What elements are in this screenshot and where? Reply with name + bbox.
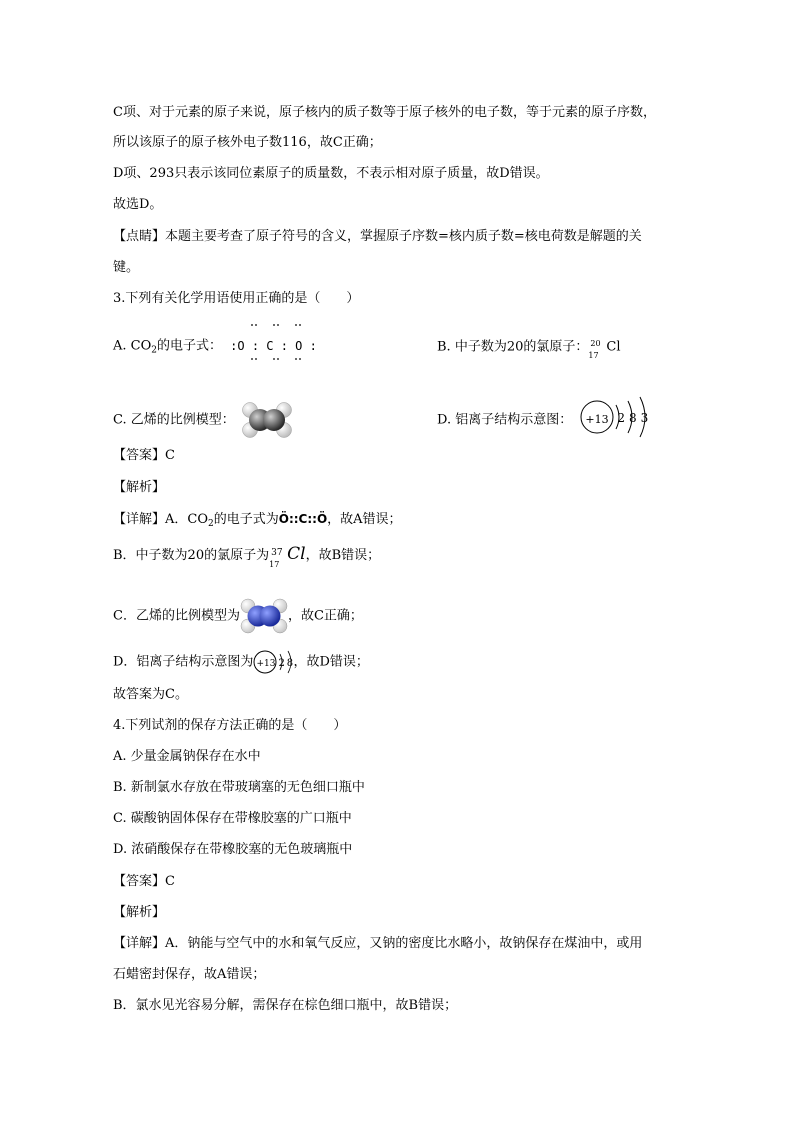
q4-detail-a-2: 石蜡密封保存，故A错误； — [113, 967, 266, 982]
q3-option-a-suffix: 的电子式： — [157, 338, 223, 354]
nucleus-charge: +13 — [256, 659, 276, 669]
dianjing-line-2: 键。 — [113, 260, 140, 275]
chlorine-37-nuclide — [269, 546, 287, 569]
mass-number: 37 — [271, 547, 283, 558]
q3-stem: 3.下列有关化学用语使用正确的是（ ） — [113, 291, 360, 306]
co2-electron-formula-text: :O : C : O : — [230, 339, 317, 353]
d-item-line: D项、293只表示该同位素原子的质量数，不表示相对原子质量，故D错误。 — [113, 166, 549, 181]
aluminum-ion-diagram-detail — [253, 650, 296, 674]
detail-b-prefix: B．中子数为20的氯原子为 — [113, 548, 270, 563]
detail-a-prefix: 【详解】A．CO — [113, 512, 208, 527]
detail-a-mid: 的电子式为 — [213, 512, 279, 527]
q3-detail-c — [113, 597, 363, 635]
atomic-number: 17 — [588, 351, 599, 360]
q3-answer: 【答案】C — [113, 448, 175, 463]
ethylene-model-blue-icon — [240, 597, 288, 635]
element-symbol: Cl — [287, 544, 306, 564]
co2-correct-formula: Ö::C::Ö — [278, 512, 328, 526]
dianjing-line-1: 【点睛】本题主要考查了原子符号的含义，掌握原子序数=核内质子数=核电荷数是解题的关 — [113, 229, 642, 244]
detail-b-suffix: ，故B错误； — [305, 548, 381, 563]
q4-option-b: B. 新制氯水存放在带玻璃塞的无色细口瓶中 — [113, 780, 365, 795]
chlorine-nuclide-symbol — [588, 337, 606, 360]
q3-option-b — [437, 337, 621, 360]
q4-jiexi: 【解析】 — [113, 905, 166, 920]
detail-a-sub: 2 — [208, 519, 214, 529]
q3-option-a-sub: 2 — [151, 345, 157, 356]
q3-option-b-text: B. 中子数为20的氯原子： — [437, 339, 589, 355]
shell-electrons: 283 — [617, 411, 653, 425]
q3-jiexi: 【解析】 — [113, 480, 166, 495]
mass-number: 20 — [590, 339, 601, 348]
q3-detail-d — [113, 650, 369, 674]
shell-electrons: 28 — [278, 658, 296, 669]
c-item-line-2: 所以该原子的原子核外电子数116，故C正确； — [113, 135, 382, 150]
q3-option-c-text: C. 乙烯的比例模型： — [113, 412, 235, 428]
detail-c-suffix: ，故C正确； — [287, 608, 363, 624]
q3-option-d-text: D. 铝离子结构示意图： — [437, 412, 573, 428]
q4-answer: 【答案】C — [113, 874, 175, 889]
q4-detail-a-1: 【详解】A．钠能与空气中的水和氧气反应，又钠的密度比水略小，故钠保存在煤油中，或用 — [113, 936, 643, 951]
q3-detail-a — [113, 510, 402, 533]
atomic-number: 17 — [269, 559, 280, 569]
q3-option-a — [113, 337, 317, 360]
ethylene-model-gray-icon — [241, 400, 293, 440]
q4-detail-b: B．氯水见光容易分解，需保存在棕色细口瓶中，故B错误； — [113, 998, 458, 1013]
c-item-line-1: C项、对于元素的原子来说，原子核内的质子数等于原子核外的电子数，等于元素的原子序数， — [113, 105, 656, 120]
q3-option-a-prefix: A. CO — [113, 338, 152, 354]
element-symbol: Cl — [606, 339, 621, 355]
detail-d-suffix: ，故D错误； — [293, 654, 369, 670]
choose-line: 故选D。 — [113, 197, 163, 212]
detail-a-suffix: ，故A错误； — [327, 512, 402, 527]
nucleus-charge: +13 — [585, 413, 609, 426]
detail-c-prefix: C．乙烯的比例模型为 — [113, 608, 240, 624]
q3-option-c — [113, 400, 293, 440]
co2-electron-formula — [230, 337, 317, 355]
q3-conclusion: 故答案为C。 — [113, 687, 188, 702]
q3-detail-b — [113, 544, 381, 569]
co2-lone-pair-dots — [230, 325, 320, 365]
q4-option-d: D. 浓硝酸保存在带橡胶塞的无色玻璃瓶中 — [113, 842, 353, 857]
detail-d-prefix: D．铝离子结构示意图为 — [113, 654, 254, 670]
q4-option-a: A. 少量金属钠保存在水中 — [113, 749, 261, 764]
q4-option-c: C. 碳酸钠固体保存在带橡胶塞的广口瓶中 — [113, 811, 352, 826]
q3-option-d — [437, 400, 656, 440]
q4-stem: 4.下列试剂的保存方法正确的是（ ） — [113, 718, 347, 733]
aluminum-ion-diagram-option — [576, 400, 656, 440]
